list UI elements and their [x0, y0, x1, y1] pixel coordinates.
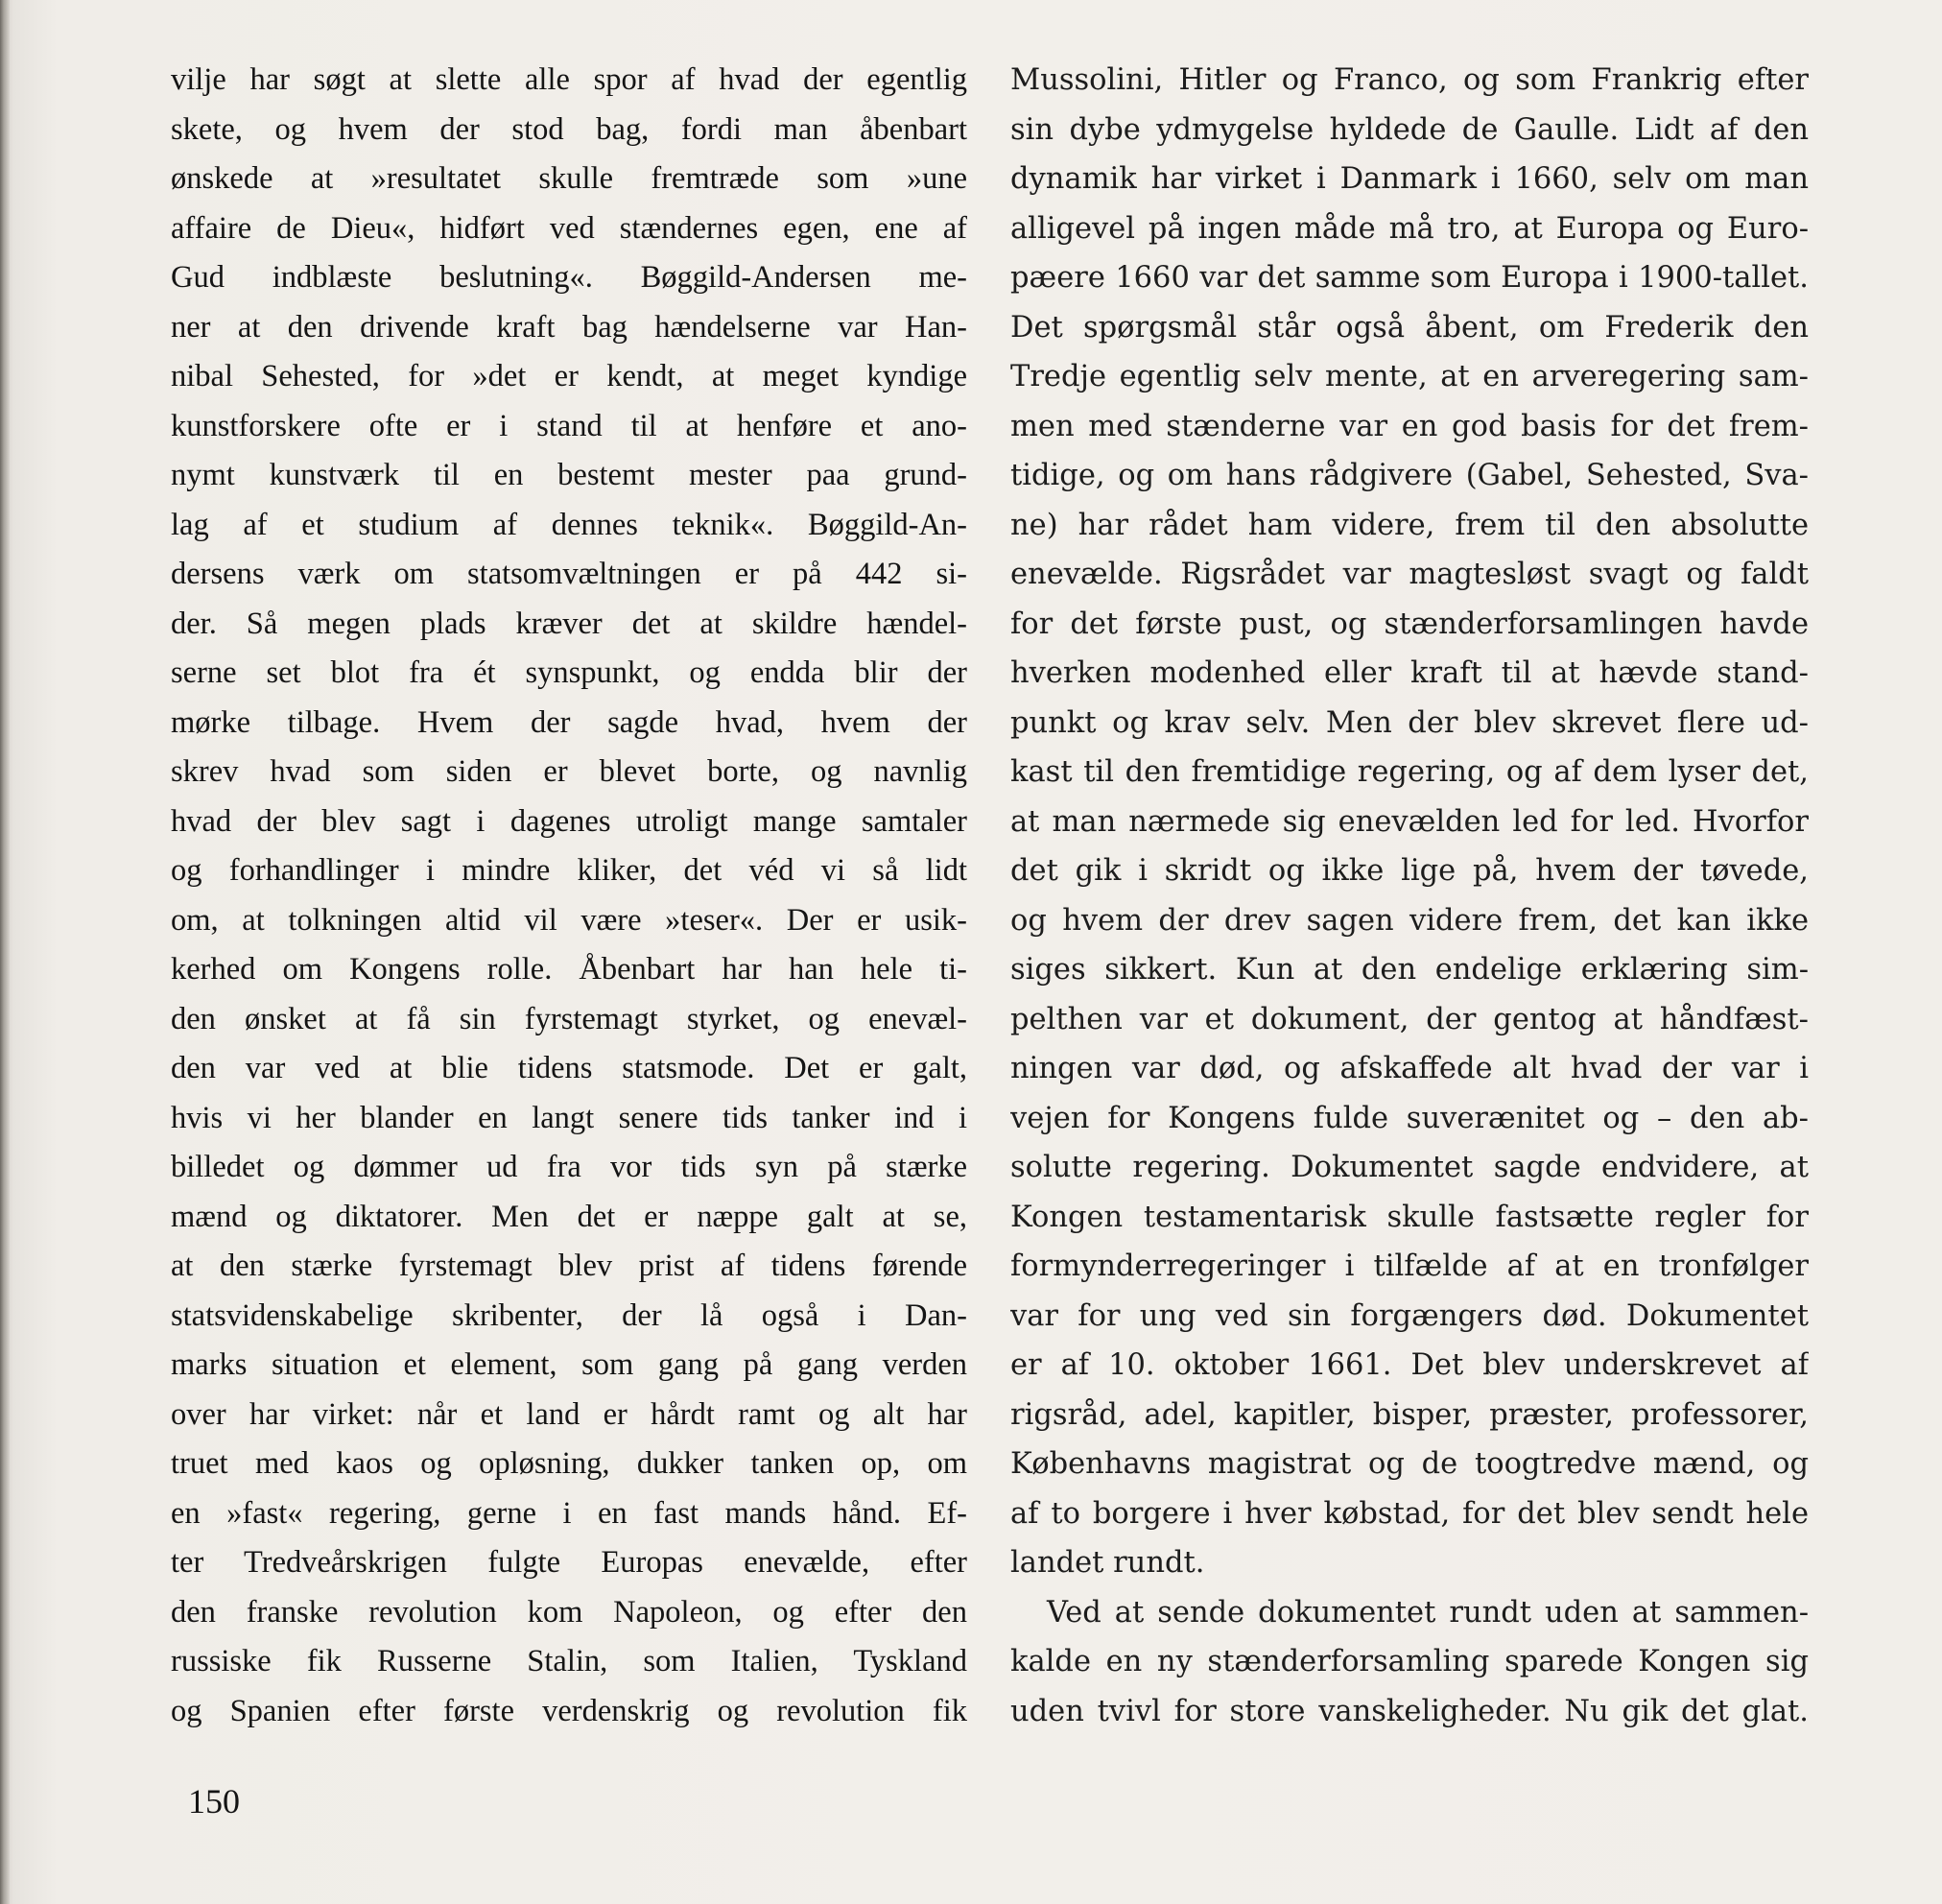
paragraph-start-line: Ved at sende dokumentet rundt uden at sammen-: [1047, 1595, 1809, 1630]
text-line: ter Tredveårskrigen fulgte Europas enevælde, efter: [171, 1545, 967, 1580]
text-line: var for ung ved sin forgængers død. Dokumentet: [1010, 1298, 1809, 1333]
text-line: solutte regering. Dokumentet sagde endvidere, at: [1010, 1151, 1809, 1184]
text-line: affaire de Dieu«, hidført ved stændernes egen, ene af: [171, 210, 967, 246]
text-line: kunstforskere ofte er i stand til at henføre et ano-: [171, 408, 967, 443]
text-line: ønskede at »resultatet skulle fremtræde som »une: [171, 161, 967, 196]
text-line: dersens værk om statsomvæltningen er på 442 si-: [171, 557, 967, 591]
text-line: at den stærke fyrstemagt blev prist af tidens førende: [171, 1249, 967, 1283]
text-line: marks situation et element, som gang på gang verden: [171, 1347, 967, 1382]
text-line: kalde en ny stænderforsamling sparede Kongen sig: [1010, 1645, 1809, 1678]
text-line: for det første pust, og stænderforsamlingen havde: [1010, 607, 1809, 641]
text-line: Tredje egentlig selv mente, at en arveregering sam-: [1010, 360, 1809, 393]
text-line: at man nærmede sig enevælden led for led. Hvorfor: [1010, 804, 1809, 839]
text-line: dynamik har virket i Danmark i 1660, selv om man: [1010, 162, 1809, 196]
text-line: det gik i skridt og ikke lige på, hvem der tøvede,: [1010, 854, 1809, 888]
text-line: nibal Sehested, for »det er kendt, at meget kyndige: [171, 359, 967, 393]
text-line: sin dybe ydmygelse hyldede de Gaulle. Lidt af den: [1010, 112, 1809, 147]
text-line: russiske fik Russerne Stalin, som Italien, Tyskland: [171, 1644, 967, 1678]
text-line: formynderregeringer i tilfælde af at en tronfølger: [1010, 1250, 1809, 1283]
text-line: og forhandlinger i mindre kliker, det véd vi så lidt: [171, 853, 967, 888]
text-line: Kongen testamentarisk skulle fastsætte regler for: [1010, 1200, 1809, 1234]
text-line: enevælde. Rigsrådet var magtesløst svagt og faldt: [1010, 558, 1809, 591]
text-line: over har virket: når et land er hårdt ramt og alt har: [171, 1396, 967, 1432]
text-line: den ønsket at få sin fyrstemagt styrket, og enevæl-: [171, 1001, 967, 1036]
page-number: 150: [188, 1782, 240, 1821]
text-line: Københavns magistrat og de toogtredve mænd, og: [1010, 1447, 1809, 1481]
text-line: tidige, og om hans rådgivere (Gabel, Sehested, Sva-: [1010, 459, 1809, 492]
text-line: skete, og hvem der stod bag, fordi man åbenbart: [171, 111, 967, 147]
text-line: truet med kaos og opløsning, dukker tanken op, om: [171, 1446, 967, 1481]
text-line: pæere 1660 var det samme som Europa i 1900-tallet.: [1010, 261, 1809, 295]
text-line: af to borgere i hver købstad, for det blev sendt hele: [1010, 1496, 1809, 1531]
text-line: men med stænderne var en god basis for det frem-: [1010, 409, 1809, 443]
text-line: Mussolini, Hitler og Franco, og som Frankrig efter: [1010, 63, 1809, 97]
text-line: ne) har rådet ham videre, frem til den absolutte: [1010, 508, 1809, 542]
text-line: mørke tilbage. Hvem der sagde hvad, hvem der: [171, 704, 967, 740]
text-line: statsvidenskabelige skribenter, der lå også i Dan-: [171, 1297, 967, 1333]
text-line: rigsråd, adel, kapitler, bisper, præster, professorer,: [1010, 1397, 1809, 1432]
text-line: punkt og krav selv. Men der blev skrevet flere ud-: [1010, 705, 1809, 740]
text-line: kerhed om Kongens rolle. Åbenbart har han hele ti-: [171, 952, 967, 987]
text-line: hvis vi her blander en langt senere tids tanker ind i: [171, 1100, 967, 1135]
text-line: og hvem der drev sagen videre frem, det kan ikke: [1010, 903, 1809, 938]
text-column-left: [171, 56, 967, 1736]
text-line: ningen var død, og afskaffede alt hvad der var i: [1010, 1052, 1809, 1085]
text-line: Det spørgsmål står også åbent, om Frederik den: [1010, 310, 1809, 345]
text-line: siges sikkert. Kun at den endelige erklæring sim-: [1010, 953, 1809, 987]
text-line: om, at tolkningen altid vil være »teser«. Der er usik-: [171, 902, 967, 938]
text-line: billedet og dømmer ud fra vor tids syn på stærke: [171, 1150, 967, 1184]
text-line: Gud indblæste beslutning«. Bøggild-Andersen me-: [171, 260, 967, 295]
text-line: er af 10. oktober 1661. Det blev underskrevet af: [1010, 1348, 1809, 1382]
text-line: kast til den fremtidige regering, og af dem lyser det,: [1010, 755, 1809, 789]
text-line: der. Så megen plads kræver det at skildre hændel-: [171, 606, 967, 641]
paragraph-end-line: landet rundt.: [1010, 1546, 1205, 1580]
text-line: ner at den drivende kraft bag hændelserne var Han-: [171, 309, 967, 345]
text-line: pelthen var et dokument, der gentog at håndfæst-: [1010, 1002, 1809, 1036]
text-line: lag af et studium af dennes teknik«. Bøggild-An-: [171, 507, 967, 542]
text-line: den franske revolution kom Napoleon, og efter den: [171, 1594, 967, 1630]
text-line: vejen for Kongens fulde suverænitet og – den ab-: [1010, 1101, 1809, 1135]
text-line: serne set blot fra ét synspunkt, og endda blir der: [171, 655, 967, 690]
text-line: mænd og diktatorer. Men det er næppe galt at se,: [171, 1199, 967, 1234]
text-column-right: [1010, 56, 1809, 1736]
page-spine-shadow: [0, 0, 10, 1904]
text-line: nymt kunstværk til en bestemt mester paa grund-: [171, 458, 967, 492]
text-line: og Spanien efter første verdenskrig og revolution fik: [171, 1693, 967, 1728]
text-line: skrev hvad som siden er blevet borte, og navnlig: [171, 754, 967, 789]
text-line: vilje har søgt at slette alle spor af hvad der egentlig: [171, 62, 967, 97]
text-line: hvad der blev sagt i dagenes utroligt mange samtaler: [171, 803, 967, 839]
text-line: alligevel på ingen måde må tro, at Europa og Euro-: [1010, 211, 1809, 246]
text-line: uden tvivl for store vanskeligheder. Nu gik det glat.: [1010, 1694, 1809, 1728]
text-line: den var ved at blie tidens statsmode. Det er galt,: [171, 1051, 967, 1085]
text-line: hverken modenhed eller kraft til at hævde stand-: [1010, 656, 1809, 690]
text-line: en »fast« regering, gerne i en fast mands hånd. Ef-: [171, 1495, 967, 1531]
